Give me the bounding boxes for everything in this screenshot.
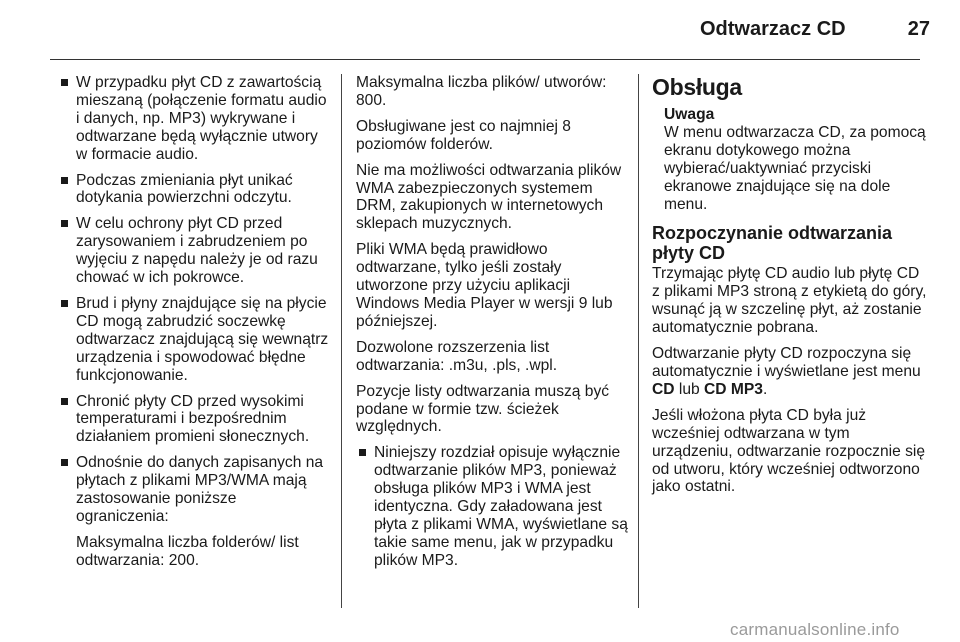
column-1 — [58, 74, 330, 578]
chapter-title: Odtwarzacz CD — [700, 18, 846, 40]
list-item: W przypadku płyt CD z zawartością mieszaną (połączenie formatu audio i danych, np. MP3) wykrywane i odtwarzane będą wyłącznie utwory w formacie audio. — [58, 74, 330, 164]
text-run: Odtwarzanie płyty CD rozpoczyna się automatycznie i wyświetlane jest menu — [652, 345, 921, 380]
playlist-extensions: Dozwolone rozszerzenia list odtwarzania: .m3u, .pls, .wpl. — [356, 338, 558, 374]
column-3 — [652, 74, 927, 504]
note-label: Uwaga — [664, 106, 715, 123]
list-item: Brud i płyny znajdujące się na płycie CD mogą zabrudzić soczewkę odtwarzacz znajdującą się wewnątrz urządzenia i spowodować błędne funkcjonowanie. — [58, 295, 330, 385]
list-item: Odnośnie do danych zapisanych na płytach z plikami MP3/WMA mają zastosowanie poniższe ograniczenia: — [58, 454, 330, 526]
relative-paths-note: Pozycje listy odtwarzania muszą być podane w formie tzw. ścieżek względnych. — [356, 382, 610, 436]
limit-folders: Maksymalna liczba folderów/ list odtwarzania: 200. — [76, 533, 299, 569]
list-item: W celu ochrony płyt CD przed zarysowaniem i zabrudzeniem po wyjęciu z napędu należy je od razu chować w ich pokrowce. — [58, 215, 330, 287]
paragraph-menu — [652, 345, 927, 399]
watermark: carmanualsonline.info — [730, 620, 900, 639]
menu-name-cd-mp3: CD MP3 — [704, 380, 763, 398]
paragraph: Trzymając płytę CD audio lub płytę CD z plikami MP3 stroną z etykietą do góry, wsunąć ją w szczelinę płyt, aż zostanie automatycznie pobrana. — [652, 265, 927, 337]
column-divider-1 — [341, 74, 342, 608]
section-heading: Obsługa — [652, 74, 742, 100]
list-item: Podczas zmieniania płyt unikać dotykania powierzchni odczytu. — [58, 172, 330, 208]
subsection-heading: Rozpoczynanie odtwarzania płyty CD — [652, 223, 893, 264]
column-divider-2 — [638, 74, 639, 608]
column-2 — [356, 74, 628, 578]
text-run: lub — [674, 380, 705, 398]
note-text: W menu odtwarzacza CD, za pomocą ekranu dotykowego można wybierać/uaktywniać przyciski ekranowe znajdujące się na dole menu. — [664, 123, 926, 213]
list-item: Chronić płyty CD przed wysokimi temperaturami i bezpośrednim działaniem promieni słonecznych. — [58, 393, 330, 447]
limit-files: Maksymalna liczba plików/ utworów: 800. — [356, 74, 607, 109]
text-run: . — [762, 380, 768, 398]
paragraph: Jeśli włożona płyta CD była już wcześniej odtwarzana w tym urządzeniu, odtwarzanie rozpocznie się od utworu, który wcześniej odtworzono jako ostatni. — [652, 406, 926, 496]
folder-levels: Obsługiwane jest co najmniej 8 poziomów folderów. — [356, 117, 571, 153]
list-item: Niniejszy rozdział opisuje wyłącznie odtwarzanie plików MP3, ponieważ obsługa plików MP3 i WMA jest identyczna. Gdy załadowana jest płyta z plikami WMA, wyświetlane są takie same menu, jak w przypadku plików MP3. — [356, 444, 628, 569]
drm-note: Nie ma możliwości odtwarzania plików WMA zabezpieczonych systemem DRM, zakupionych w internetowych sklepach muzycznych. — [356, 161, 622, 233]
menu-name-cd: CD — [652, 380, 675, 398]
page-number: 27 — [907, 18, 930, 40]
header-rule — [50, 59, 920, 60]
wma-version-note: Pliki WMA będą prawidłowo odtwarzane, tylko jeśli zostały utworzone przy użyciu aplikacji Windows Media Player w wersji 9 lub późniejszej. — [356, 241, 613, 330]
